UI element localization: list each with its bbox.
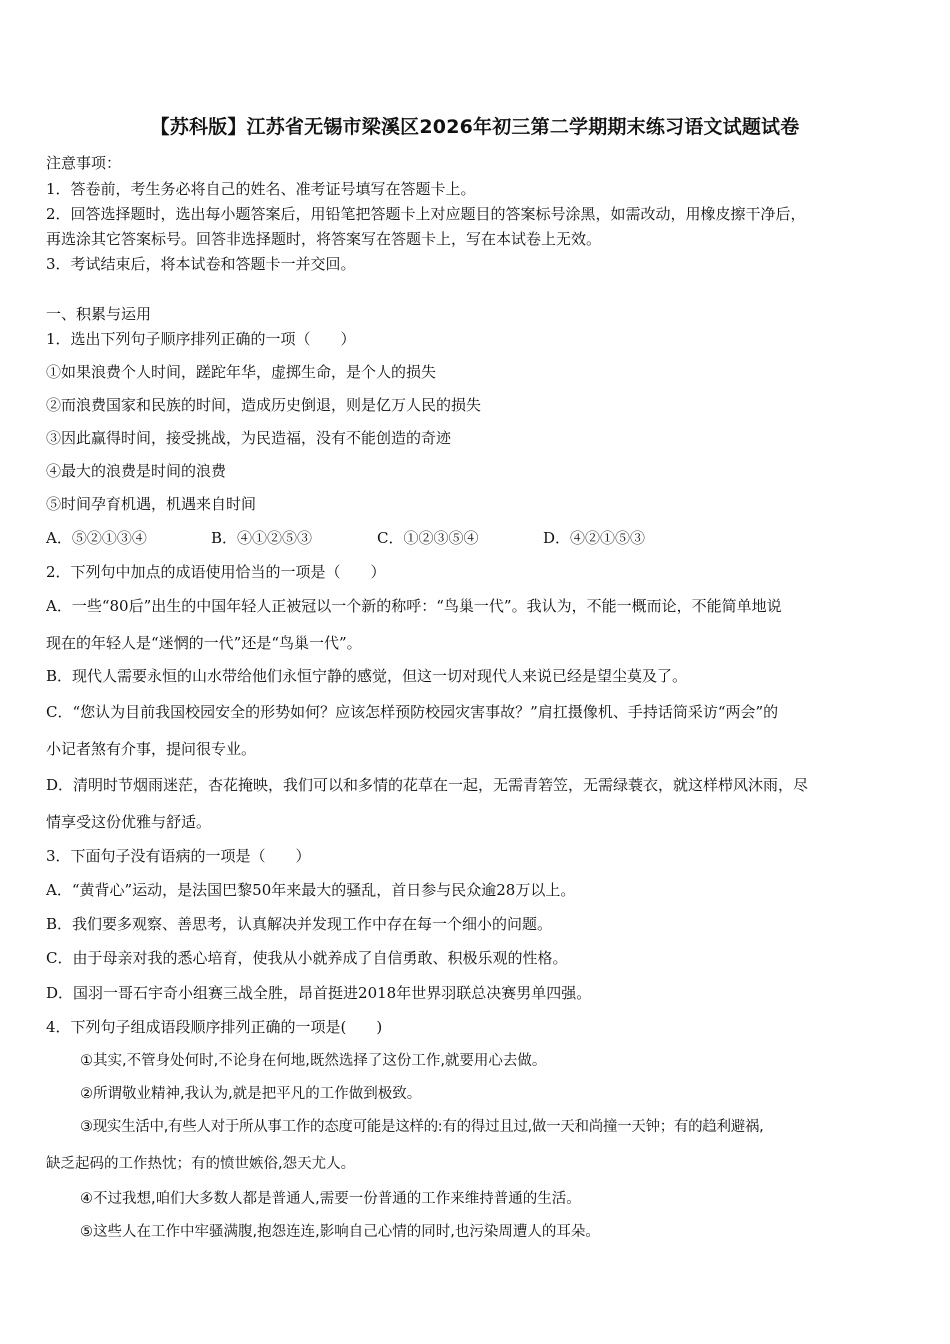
q1-options: [46, 527, 645, 548]
q2-line: 现在的年轻人是“迷惘的一代”还是“鸟巢一代”。: [46, 634, 362, 652]
q1-option-b: B．④①②⑤③: [211, 529, 313, 547]
q1-sentence: ②而浪费国家和民族的时间，造成历史倒退，则是亿万人民的损失: [46, 396, 482, 414]
q2-line: C．“您认为目前我国校园安全的形势如何？应该怎样预防校园灾害事故？”肩扛摄像机、手持话筒采访“两会”的: [46, 703, 779, 721]
q1-sentence: ③因此赢得时间，接受挑战，为民造福，没有不能创造的奇迹: [46, 429, 452, 447]
q3-line: C．由于母亲对我的悉心培育，使我从小就养成了自信勇敢、积极乐观的性格。: [46, 949, 568, 967]
q3-line: A．“黄背心”运动，是法国巴黎50年来最大的骚乱，首日参与民众逾28万以上。: [46, 881, 576, 899]
q2-stem: 2．下列句中加点的成语使用恰当的一项是（ ）: [46, 563, 386, 581]
q3-stem: 3．下面句子没有语病的一项是（ ）: [46, 847, 311, 865]
notice-item: 3．考试结束后，将本试卷和答题卡一并交回。: [46, 255, 356, 273]
q2-line: B．现代人需要永恒的山水带给他们永恒宁静的感觉，但这一切对现代人来说已经是望尘莫及了。: [46, 667, 688, 685]
q1-stem: 1．选出下列句子顺序排列正确的一项（ ）: [46, 330, 356, 348]
q4-line: ③现实生活中,有些人对于所从事工作的态度可能是这样的:有的得过且过,做一天和尚撞一天钟；有的趋利避祸,: [80, 1119, 764, 1135]
q4-line: ①其实,不管身处何时,不论身在何地,既然选择了这份工作,就要用心去做。: [80, 1053, 547, 1069]
q1-sentence: ⑤时间孕育机遇，机遇来自时间: [46, 495, 257, 513]
section-heading: 一、积累与运用: [46, 305, 152, 323]
q3-line: B．我们要多观察、善思考，认真解决并发现工作中存在每一个细小的问题。: [46, 915, 553, 933]
notice-item: 1．答卷前，考生务必将自己的姓名、准考证号填写在答题卡上。: [46, 180, 476, 198]
q2-line: D．清明时节烟雨迷茫，杏花掩映，我们可以和多情的花草在一起，无需青箬笠，无需绿蓑衣，就这样栉风沐雨，尽: [46, 776, 809, 794]
q4-line: ④不过我想,咱们大多数人都是普通人,需要一份普通的工作来维持普通的生活。: [80, 1191, 581, 1207]
q4-line: ②所谓敬业精神,我认为,就是把平凡的工作做到极致。: [80, 1086, 422, 1102]
q1-option-a: A．⑤②①③④: [46, 529, 147, 547]
notice-heading: 注意事项：: [46, 154, 122, 172]
q3-line: D．国羽一哥石宇奇小组赛三战全胜，昂首挺进2018年世界羽联总决赛男单四强。: [46, 984, 592, 1002]
q2-line: A．一些“80后”出生的中国年轻人正被冠以一个新的称呼：“鸟巢一代”。我认为，不能一概而论，不能简单地说: [46, 597, 782, 615]
q4-line: 缺乏起码的工作热忱；有的愤世嫉俗,怨天尤人。: [46, 1156, 356, 1172]
q4-line: ⑤这些人在工作中牢骚满腹,抱怨连连,影响自己心情的同时,也污染周遭人的耳朵。: [80, 1224, 600, 1240]
notice-item: 再选涂其它答案标号。回答非选择题时，将答案写在答题卡上，写在本试卷上无效。: [46, 230, 602, 248]
notice-item: 2．回答选择题时，选出每小题答案后，用铅笔把答题卡上对应题目的答案标号涂黑，如需改动，用橡皮擦干净后，: [46, 205, 806, 223]
q2-line: 小记者煞有介事，提问很专业。: [46, 740, 257, 758]
q1-sentence: ④最大的浪费是时间的浪费: [46, 462, 227, 480]
q1-sentence: ①如果浪费个人时间，蹉跎年华，虚掷生命，是个人的损失: [46, 363, 437, 381]
page-title: 【苏科版】江苏省无锡市梁溪区2026年初三第二学期期末练习语文试题试卷: [150, 116, 800, 138]
q1-option-c: C．①②③⑤④: [377, 529, 479, 547]
q4-stem: 4．下列句子组成语段顺序排列正确的一项是( ): [46, 1018, 383, 1036]
q2-line: 情享受这份优雅与舒适。: [46, 813, 212, 831]
q1-option-d: D．④②①⑤③: [543, 529, 646, 547]
